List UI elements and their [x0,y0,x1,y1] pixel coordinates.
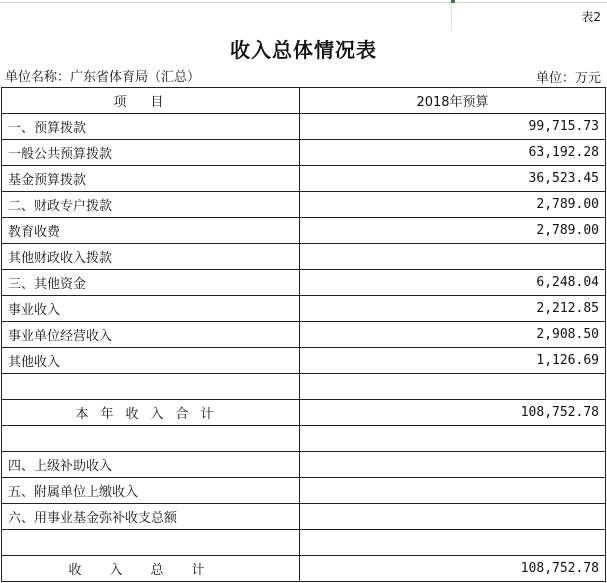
row-amount[interactable]: 2,212.85 [300,296,606,322]
table-row [2,452,606,478]
row-label[interactable]: 一般公共预算拨款 [2,140,300,166]
row-label[interactable] [2,426,300,452]
row-label[interactable]: 五、附属单位上缴收入 [2,478,300,504]
report-title: 收入总体情况表 [230,38,377,62]
row-amount[interactable]: 2,789.00 [300,192,606,218]
row-label[interactable]: 二、财政专户拨款 [2,192,300,218]
row-amount-grand-total[interactable]: 108,752.78 [300,556,606,582]
spreadsheet-gridline [0,0,607,3]
row-amount[interactable]: 2,908.50 [300,322,606,348]
table-row [2,348,606,374]
row-label[interactable] [2,530,300,556]
row-label[interactable]: 事业单位经营收入 [2,322,300,348]
row-amount-annual-total[interactable]: 108,752.78 [300,400,606,426]
row-amount[interactable] [300,426,606,452]
row-label[interactable]: 基金预算拨款 [2,166,300,192]
table-row [2,504,606,530]
row-amount[interactable] [300,452,606,478]
row-label[interactable] [2,374,300,400]
currency-unit: 单位：万元 [535,71,601,86]
row-amount[interactable] [300,478,606,504]
table-row-empty [2,374,606,400]
table-row-empty [2,426,606,452]
table-row [2,244,606,270]
row-label[interactable]: 三、其他资金 [2,270,300,296]
header-budget-2018[interactable]: 2018年预算 [300,88,606,114]
table-row-grand-total [2,556,606,582]
table-row [2,218,606,244]
row-amount[interactable]: 2,789.00 [300,218,606,244]
row-amount[interactable] [300,530,606,556]
table-row [2,478,606,504]
table-row [2,270,606,296]
row-amount[interactable] [300,244,606,270]
sheet-number: 表2 [581,10,601,24]
row-amount[interactable]: 1,126.69 [300,348,606,374]
row-label-grand-total[interactable]: 收入总计 [2,556,300,582]
table-row-empty [2,530,606,556]
row-label[interactable]: 四、上级补助收入 [2,452,300,478]
row-amount[interactable]: 36,523.45 [300,166,606,192]
cell-selection-marker [451,0,455,3]
row-label[interactable]: 六、用事业基金弥补收支总额 [2,504,300,530]
row-amount[interactable] [300,504,606,530]
row-label[interactable]: 其他收入 [2,348,300,374]
table-row [2,296,606,322]
row-label[interactable]: 教育收费 [2,218,300,244]
unit-name: 单位名称：广东省体育局（汇总） [5,70,201,85]
table-row [2,166,606,192]
row-amount[interactable] [300,374,606,400]
table-row-subtotal [2,400,606,426]
table-row [2,114,606,140]
row-label[interactable]: 其他财政收入拨款 [2,244,300,270]
row-label-annual-total[interactable]: 本年收入合计 [2,400,300,426]
row-amount[interactable]: 63,192.28 [300,140,606,166]
table-header-row [2,88,606,114]
table-row [2,322,606,348]
table-row [2,140,606,166]
spreadsheet-gridline [451,0,452,30]
table-row [2,192,606,218]
income-table [1,87,606,582]
header-item[interactable]: 项目 [2,88,300,114]
row-amount[interactable]: 6,248.04 [300,270,606,296]
row-amount[interactable]: 99,715.73 [300,114,606,140]
row-label[interactable]: 一、预算拨款 [2,114,300,140]
row-label[interactable]: 事业收入 [2,296,300,322]
